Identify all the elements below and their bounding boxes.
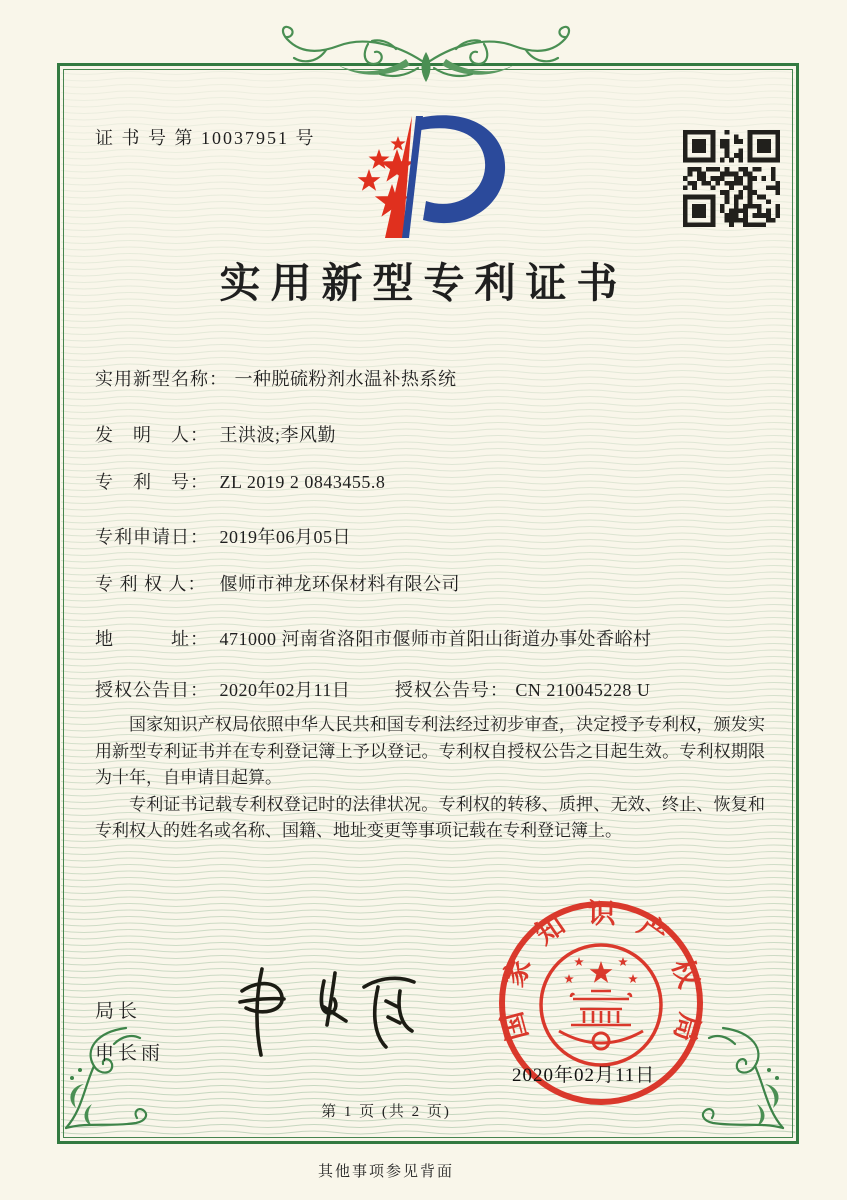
field-value: 2020年02月11日	[219, 680, 351, 700]
back-side-note: 其他事项参见背面	[317, 1164, 454, 1180]
certificate-number: 证 书 号 第 10037951 号	[95, 128, 316, 148]
field-label: 实用新型名称：	[95, 369, 228, 389]
field-row-utility-model-name	[95, 365, 785, 391]
certificate-title: 实用新型专利证书	[219, 260, 628, 306]
field-label: 专 利 权 人：	[95, 574, 207, 594]
director-title: 局长	[95, 1001, 142, 1022]
field-label: 授权公告日：	[95, 680, 209, 700]
seal-date: 2020年02月11日	[512, 1065, 656, 1086]
director-signature	[228, 955, 438, 1070]
seal-ring-text: 国家知识产权局	[496, 898, 705, 1045]
field-label: 专 利 号：	[95, 472, 209, 492]
field-row-inventors	[95, 421, 785, 447]
field-value: 2019年06月05日	[219, 527, 351, 547]
field-label: 发 明 人：	[95, 425, 209, 445]
director-name: 申长雨	[95, 1043, 165, 1064]
field-row-filing-date	[95, 523, 785, 549]
bottom-right-corner-ornament-icon	[698, 1026, 793, 1146]
field-row-patentee	[95, 570, 785, 596]
field-value: 偃师市神龙环保材料有限公司	[219, 574, 460, 594]
top-garland-ornament-icon	[276, 24, 576, 92]
field-row-patent-number	[95, 468, 785, 494]
page-number: 第 1 页 (共 2 页)	[321, 1104, 451, 1120]
field-value: ZL 2019 2 0843455.8	[219, 472, 386, 492]
cnipa-logo-icon	[335, 104, 520, 242]
field-value: CN 210045228 U	[515, 680, 651, 700]
legal-paragraph-2: 专利证书记载专利权登记时的法律状况。专利权的转移、质押、无效、终止、恢复和专利权人的姓名或名称、国籍、地址变更等事项记载在专利登记簿上。	[95, 794, 765, 840]
field-value: 一种脱硫粉剂水温补热系统	[234, 369, 457, 389]
legal-paragraph-1: 国家知识产权局依照中华人民共和国专利法经过初步审查，决定授予专利权，颁发实用新型专利证书并在专利登记簿上予以登记。专利权自授权公告之日起生效。专利权期限为十年，自申请日起算。	[95, 715, 765, 787]
field-label: 授权公告号：	[394, 680, 509, 700]
field-row-grant-date-and-number	[95, 676, 785, 702]
legal-text-block	[95, 712, 765, 845]
field-value: 471000 河南省洛阳市偃师市首阳山街道办事处香峪村	[219, 629, 652, 649]
qr-code	[683, 130, 780, 227]
field-label: 地 址：	[95, 629, 209, 649]
field-value: 王洪波;李风勤	[219, 425, 337, 445]
field-row-address	[95, 625, 785, 651]
field-label: 专利申请日：	[95, 527, 209, 547]
